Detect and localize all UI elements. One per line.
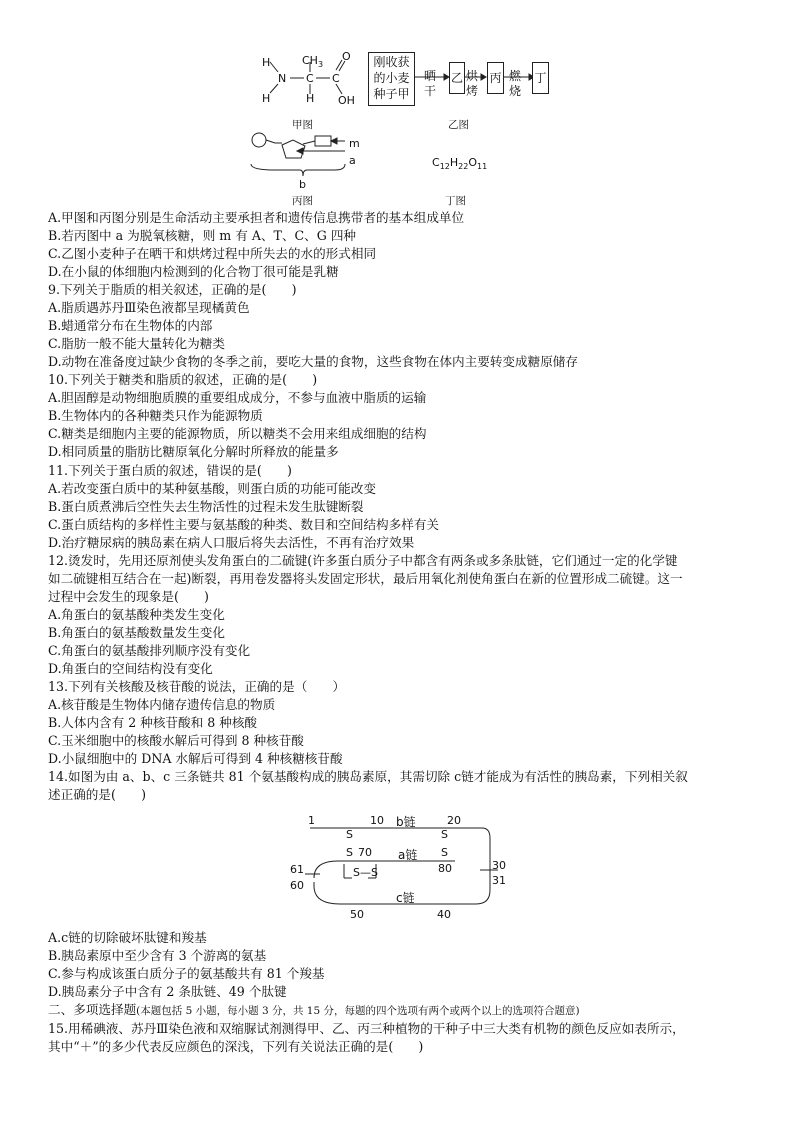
fig14-s-left-bot: S — [346, 846, 353, 859]
q12-option-d: D.角蛋白的空间结构没有变化 — [48, 661, 213, 676]
caption-ding: 丁图 — [445, 195, 466, 207]
q14-option-c: C.参与构成该蛋白质分子的氨基酸共有 81 个羧基 — [48, 966, 325, 981]
caption-jia: 甲图 — [292, 119, 313, 131]
fig14-n1: 1 — [308, 814, 315, 827]
fig14-n30: 30 — [492, 859, 506, 872]
label-m: m — [349, 137, 360, 150]
fig14-c-chain: c链 — [396, 891, 415, 905]
node-yi: 乙 — [449, 62, 465, 94]
q12-stem-line-3: 过程中会发生的现象是( ) — [48, 589, 209, 604]
atom-c1: C — [306, 72, 314, 85]
section2-heading — [48, 1001, 580, 1020]
fig14-s-right-bot: S — [441, 846, 448, 859]
fig14-disulfide: S—S — [353, 866, 378, 879]
q10-stem: 10.下列关于糖类和脂质的叙述，正确的是( ) — [48, 372, 318, 387]
q10-option-c: C.糖类是细胞内主要的能源物质，所以糖类不会用来组成细胞的结构 — [48, 426, 427, 441]
fig14-n80: 80 — [438, 862, 452, 875]
q10-option-b: B.生物体内的各种糖类只作为能源物质 — [48, 408, 263, 423]
step-burn-1: 燃 — [509, 69, 522, 83]
q10-option-a: A.胆固醇是动物细胞质膜的重要组成成分，不参与血液中脂质的运输 — [48, 390, 427, 405]
step-sun-dry-1: 晒 — [424, 69, 437, 83]
q15-stem-line-2: 其中“＋”的多少代表反应颜色的深浅，下列有关说法正确的是( ) — [48, 1039, 424, 1054]
atom-n: N — [278, 72, 287, 85]
fig14-s-right-top: S — [441, 828, 448, 841]
fig14-n40: 40 — [437, 908, 451, 921]
q14-option-d: D.胰岛素分子中含有 2 条肽链、49 个肽键 — [48, 984, 287, 999]
q13-option-c: C.玉米细胞中的核酸水解后可得到 8 种核苷酸 — [48, 733, 304, 748]
q11-stem: 11.下列关于蛋白质的叙述，错误的是( ) — [48, 463, 292, 478]
fig14-n70: 70 — [358, 846, 372, 859]
label-b: b — [299, 178, 306, 191]
fig14-n61: 61 — [290, 863, 304, 876]
section2-title: 二、多项选择题 — [48, 1002, 137, 1017]
fig14-n10: 10 — [370, 814, 384, 827]
box-fresh-seed: 刚收获 的小麦 种子甲 — [368, 52, 415, 106]
atom-ch3: $CH_3$ — [302, 54, 324, 70]
q9-option-a: A.脂质遇苏丹Ⅲ染色液都呈现橘黄色 — [48, 300, 250, 315]
atom-o: O — [342, 50, 351, 63]
q9-option-d: D.动物在准备度过缺少食物的冬季之前，要吃大量的食物，这些食物在体内主要转变成糖原储存 — [48, 354, 578, 369]
q14-stem-line-1: 14.如图为由 a、b、c 三条链共 81 个氨基酸构成的胰岛素原，其需切除 c链才能成为有活性的胰岛素，下列相关叙 — [48, 769, 688, 784]
q12-option-a: A.角蛋白的氨基酸种类发生变化 — [48, 607, 225, 622]
q13-option-d: D.小鼠细胞中的 DNA 水解后可得到 4 种核糖核苷酸 — [48, 751, 343, 766]
q11-option-c: C.蛋白质结构的多样性主要与氨基酸的种类、数目和空间结构多样有关 — [48, 517, 440, 532]
q11-option-b: B.蛋白质煮沸后空性失去生物活性的过程未发生肽键断裂 — [48, 499, 364, 514]
q8-option-c: C.乙图小麦种子在晒干和烘烤过程中所失去的水的形式相同 — [48, 246, 377, 261]
step-sun-dry-2: 干 — [424, 84, 437, 98]
q8-option-b: B.若丙图中 a 为脱氧核糖，则 m 有 A、T、C、G 四种 — [48, 228, 357, 243]
node-bing: 丙 — [487, 62, 504, 94]
q12-option-c: C.角蛋白的氨基酸排列顺序没有变化 — [48, 643, 251, 658]
atom-c2: C — [332, 72, 340, 85]
fig14-s-left-top: S — [346, 828, 353, 841]
q14-option-b: B.胰岛素原中至少含有 3 个游离的氨基 — [48, 948, 267, 963]
q12-stem-line-2: 如二硫键相互结合在一起)断裂，再用卷发器将头发固定形状，最后用氧化剂使角蛋白在新的位置形成二硫键。这一 — [48, 571, 683, 586]
q15-stem-line-1: 15.用稀碘液、苏丹Ⅲ染色液和双缩脲试剂测得甲、乙、丙三种植物的干种子中三大类有机物的颜色反应如表所示， — [48, 1021, 685, 1036]
formula-ding: $C_{12}H_{22}O_{11}$ — [432, 156, 488, 172]
caption-bing: 丙图 — [292, 195, 313, 207]
q8-option-d: D.在小鼠的体细胞内检测到的化合物丁很可能是乳糖 — [48, 264, 339, 279]
step-burn-2: 烧 — [509, 84, 522, 98]
q13-stem: 13.下列有关核酸及核苷酸的说法，正确的是（ ） — [48, 679, 346, 694]
q11-option-a: A.若改变蛋白质中的某种氨基酸，则蛋白质的功能可能改变 — [48, 481, 376, 496]
q13-option-a: A.核苷酸是生物体内储存遗传信息的物质 — [48, 697, 276, 712]
node-ding: 丁 — [532, 62, 549, 94]
q11-option-d: D.治疗糖尿病的胰岛素在病人口服后将失去活性，不再有治疗效果 — [48, 535, 415, 550]
q12-stem-line-1: 12.烫发时，先用还原剂使头发角蛋白的二硫键(许多蛋白质分子中都含有两条或多条肽链，它们通过一定的化学键 — [48, 553, 678, 568]
atom-h1: H — [262, 56, 271, 69]
fig14-n60: 60 — [290, 879, 304, 892]
q14-stem-line-2: 述正确的是( ) — [48, 787, 146, 802]
step-bake-1: 烘 — [466, 69, 479, 83]
caption-yi: 乙图 — [448, 119, 469, 131]
q9-option-b: B.蜡通常分布在生物体的内部 — [48, 318, 213, 333]
label-a: a — [349, 154, 356, 167]
atom-h2: H — [262, 92, 271, 105]
fig14-b-chain: b链 — [396, 815, 416, 829]
q12-option-b: B.角蛋白的氨基酸数量发生变化 — [48, 625, 225, 640]
fig14-n50: 50 — [350, 908, 364, 921]
fig14-n20: 20 — [447, 814, 461, 827]
q13-option-b: B.人体内含有 2 种核苷酸和 8 种核酸 — [48, 715, 258, 730]
fig14-n31: 31 — [492, 874, 506, 887]
q9-option-c: C.脂肪一般不能大量转化为糖类 — [48, 336, 225, 351]
atom-h3: H — [306, 92, 315, 105]
q8-option-a: A.甲图和丙图分别是生命活动主要承担者和遗传信息携带者的基本组成单位 — [48, 210, 465, 225]
q10-option-d: D.相同质量的脂肪比糖原氧化分解时所释放的能量多 — [48, 444, 339, 459]
atom-oh: OH — [338, 94, 355, 107]
step-bake-2: 烤 — [466, 84, 479, 98]
q9-stem: 9.下列关于脂质的相关叙述，正确的是( ) — [48, 282, 297, 297]
section2-note: (本题包括 5 小题，每小题 3 分，共 15 分，每题的四个选项有两个或两个以上的选项符合题意) — [136, 1005, 580, 1017]
q14-option-a: A.c链的切除破坏肽键和羧基 — [48, 930, 207, 945]
fig14-a-chain: a链 — [398, 848, 418, 862]
